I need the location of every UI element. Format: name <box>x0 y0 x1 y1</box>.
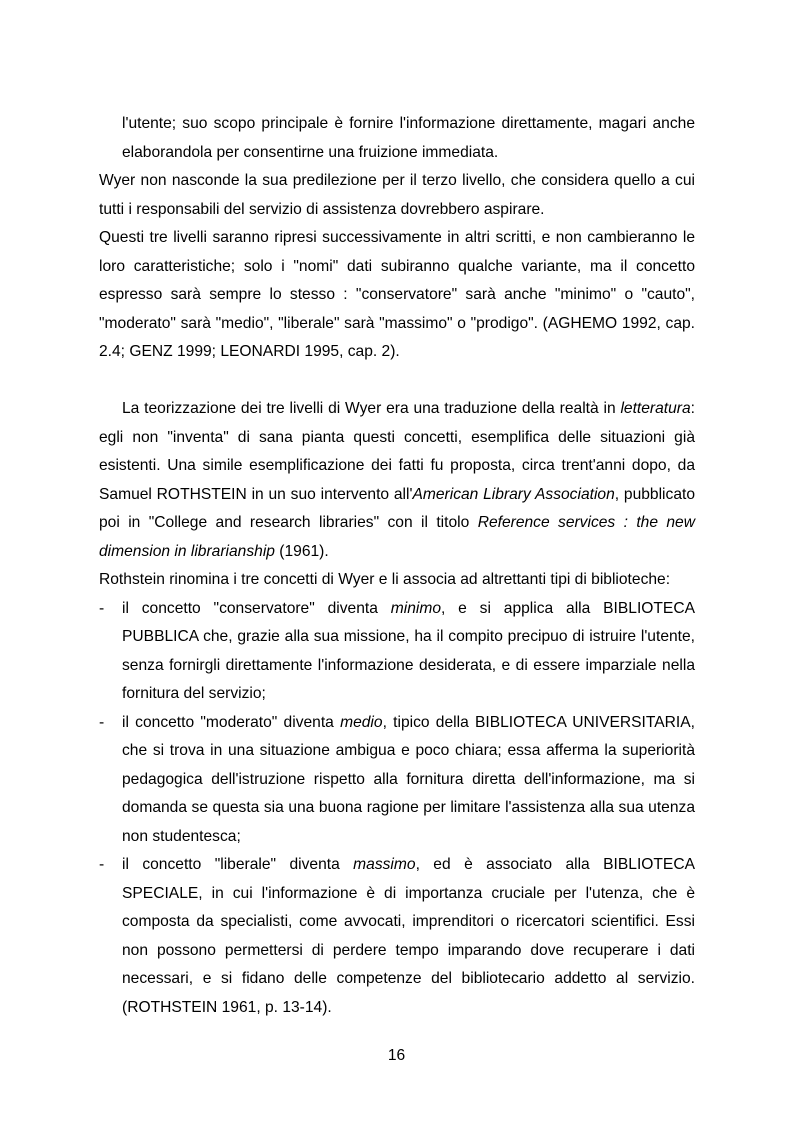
paragraph-gap <box>99 367 695 396</box>
text-run: il concetto "liberale" diventa <box>122 856 354 873</box>
paragraph-wyer-preference: Wyer non nasconde la sua predilezione per il terzo livello, che considera quello a cui tutti i responsabili del servizio di assistenza dovrebbero aspirare. <box>99 172 695 218</box>
text-run: , pubblicato poi in "College and research libraries" con il titolo <box>99 485 695 531</box>
italic-title-reference-services: Reference services : the new dimension in librarianship <box>99 514 695 560</box>
library-types-list <box>99 595 695 1023</box>
text-run: il concetto "moderato" diventa <box>122 713 341 731</box>
list-dash: - <box>99 713 105 731</box>
text-run: (1961). <box>274 542 329 560</box>
text-run: , ed è associato alla BIBLIOTECA SPECIALE, in cui l'informazione è di importanza cruciale per l'utenza, che è composta da specialisti, come avvocati, imprenditori o ricercatori scientifici. Essi non possono permettersi di perdere tempo imparando dove recuperare i dati necessari, e si fidano delle competenze del bibliotecario addetto al servizio. (ROTHSTEIN 1961, p. 13-14). <box>122 856 695 1016</box>
italic-term-massimo: massimo <box>353 856 416 873</box>
list-item-biblioteca-universitaria <box>99 709 695 852</box>
paragraph-continuation: l'utente; suo scopo principale è fornire l'informazione direttamente, magari anche elaborandola per consentirne una fruizione immediata. <box>122 115 695 161</box>
list-item-biblioteca-pubblica <box>99 595 695 709</box>
italic-term-medio: medio <box>340 713 383 731</box>
paragraph-three-levels: Questi tre livelli saranno ripresi successivamente in altri scritti, e non cambieranno le loro caratteristiche; solo i "nomi" dati subiranno qualche variante, ma il concetto espresso sarà sempre lo stesso : "conservatore" sarà anche "minimo" o "cauto", "moderato" sarà "medio", "liberale" sarà "massimo" o "prodigo". (AGHEMO 1992, cap. 2.4; GENZ 1999; LEONARDI 1995, cap. 2). <box>99 229 695 360</box>
italic-term-letteratura: letteratura <box>620 400 691 417</box>
list-dash: - <box>99 599 105 617</box>
list-dash: - <box>99 856 105 873</box>
text-run: , e si applica alla BIBLIOTECA PUBBLICA che, grazie alla sua missione, ha il compito precipuo di istruire l'utente, senza fornirgli direttamente l'informazione desiderata, e di essere imparziale nella fornitura del servizio; <box>122 599 695 702</box>
text-run: La teorizzazione dei tre livelli di Wyer era una traduzione della realtà in <box>122 400 621 417</box>
text-run: , tipico della BIBLIOTECA UNIVERSITARIA, che si trova in una situazione ambigua e poco chiara; essa afferma la superiorità pedagogica dell'istruzione rispetto alla fornitura diretta dell'informazione, ma si domanda se questa sia una buona ragione per limitare l'assistenza alla sua utenza non studentesca; <box>122 713 695 845</box>
text-run: il concetto "conservatore" diventa <box>122 599 391 617</box>
page-number: 16 <box>387 1047 406 1064</box>
italic-term-ala: American Library Association <box>412 485 615 503</box>
paragraph-theorization <box>99 395 695 566</box>
page-body <box>99 110 695 1022</box>
list-item-biblioteca-speciale <box>99 851 695 1022</box>
text-run: : egli non "inventa" di sana pianta questi concetti, esemplifica delle situazioni già esistenti. Una simile esemplificazione dei fatti fu proposta, circa trent'anni dopo, da Samuel ROTHSTEIN in un suo intervento all' <box>99 400 695 503</box>
italic-term-minimo: minimo <box>390 599 441 617</box>
paragraph-rothstein-intro: Rothstein rinomina i tre concetti di Wyer e li associa ad altrettanti tipi di biblioteche: <box>99 571 671 588</box>
